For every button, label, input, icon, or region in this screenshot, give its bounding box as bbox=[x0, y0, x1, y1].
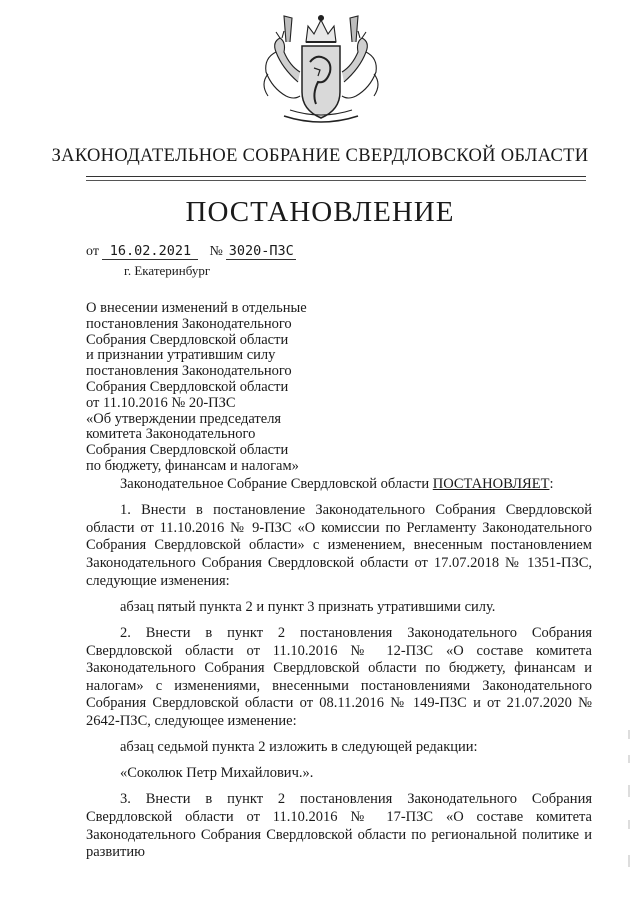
document-body bbox=[86, 476, 592, 870]
resolves-keyword: ПОСТАНОВЛЯЕТ bbox=[432, 476, 550, 492]
subject-line: Собрания Свердловской области bbox=[86, 442, 289, 459]
organization-name: ЗАКОНОДАТЕЛЬНОЕ СОБРАНИЕ СВЕРДЛОВСКОЙ ОБЛАСТИ bbox=[51, 146, 589, 166]
intro-tail: : bbox=[549, 476, 554, 492]
intro-text: Законодательное Собрание Свердловской области bbox=[120, 476, 433, 492]
subject-line: Собрания Свердловской области bbox=[86, 378, 289, 395]
subject-line: по бюджету, финансам и налогам» bbox=[86, 457, 299, 474]
date-number-line bbox=[86, 244, 296, 260]
body-paragraph: абзац пятый пункта 2 и пункт 3 признать утратившими силу. bbox=[120, 598, 496, 615]
subject-line: Собрания Свердловской области bbox=[86, 331, 289, 348]
document-subject bbox=[86, 301, 386, 475]
number-prefix: № bbox=[209, 244, 223, 259]
city: г. Екатеринбург bbox=[124, 263, 211, 278]
header-divider-thin bbox=[86, 180, 586, 181]
subject-line: и признании утратившим силу bbox=[86, 347, 276, 364]
subject-line: от 11.10.2016 № 20-ПЗС bbox=[86, 394, 236, 411]
subject-line: комитета Законодательного bbox=[86, 426, 256, 443]
subject-line: О внесении изменений в отдельные bbox=[86, 300, 307, 316]
document-title: ПОСТАНОВЛЕНИЕ bbox=[185, 196, 455, 228]
subject-line: «Об утверждении председателя bbox=[86, 410, 282, 427]
body-paragraph: 2. Внести в пункт 2 постановления Законодательного Собрания Свердловской области от 11.10.2016 № 12-ПЗС «О составе комитета Законодательного Собрания Свердловской области по бюджету, финансам и налогам» с изменениями, внесенными постановлениями Законодательного Собрания Свердловской области от 08.11.2016 № 149-ПЗС и от 21.07.2020 № 2642-ПЗС, следующее изменение: bbox=[86, 624, 592, 729]
subject-line: постановления Законодательного bbox=[86, 363, 292, 380]
scan-edge-marks bbox=[626, 725, 632, 875]
body-paragraph: 3. Внести в пункт 2 постановления Законодательного Собрания Свердловской области от 11.10.2016 № 17-ПЗС «О составе комитета Законодательного Собрания Свердловской области по региональной политике и развитию bbox=[86, 791, 592, 861]
body-paragraph: «Соколюк Петр Михайлович.». bbox=[120, 765, 314, 782]
subject-line: постановления Законодательного bbox=[86, 315, 292, 332]
document-date: 16.02.2021 bbox=[102, 244, 198, 260]
body-paragraph: абзац седьмой пункта 2 изложить в следующей редакции: bbox=[120, 739, 478, 756]
coat-of-arms-icon bbox=[246, 12, 396, 130]
resolution-intro bbox=[86, 476, 592, 494]
header-divider bbox=[86, 176, 586, 177]
document-number: 3020-ПЗС bbox=[226, 244, 296, 260]
date-prefix: от bbox=[86, 244, 99, 259]
body-paragraph: 1. Внести в постановление Законодательного Собрания Свердловской области от 11.10.2016 № 9-ПЗС «О комиссии по Регламенту Законодательного Собрания Свердловской области» с изменением, внесенным постановлением Законодательного Собрания Свердловской области от 17.07.2018 № 1351-ПЗС, следующие изменения: bbox=[86, 502, 592, 589]
